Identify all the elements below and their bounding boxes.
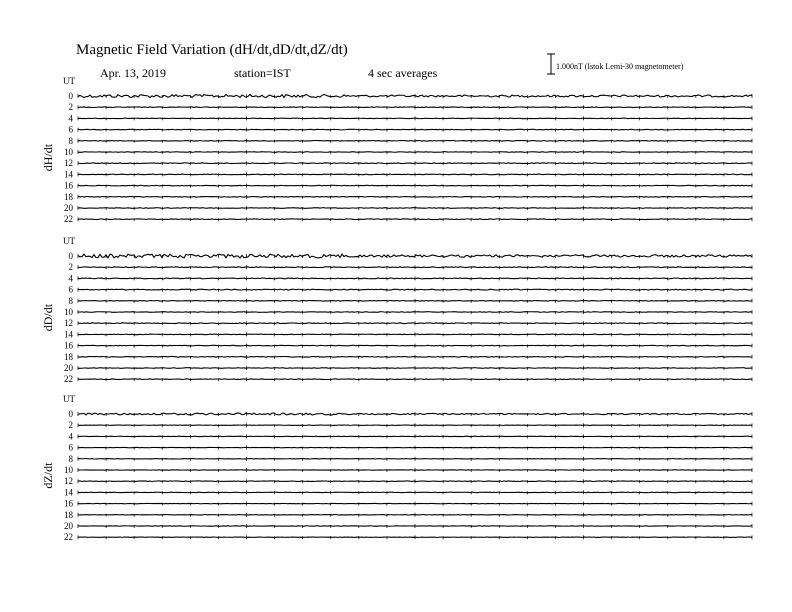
panel-dH-dt xyxy=(41,76,752,224)
panels-group xyxy=(41,76,752,542)
row-label: 0 xyxy=(68,251,73,261)
averaging-label: 4 sec averages xyxy=(368,66,438,80)
trace-line xyxy=(78,152,752,153)
panel-axis-label: dH/dt xyxy=(41,143,55,172)
trace-line xyxy=(78,334,752,335)
row-label: 18 xyxy=(64,351,73,362)
trace-line xyxy=(78,267,752,268)
row-label: 16 xyxy=(64,180,73,191)
ut-header: UT xyxy=(63,394,75,404)
panel-dD-dt xyxy=(41,236,752,384)
row-label: 12 xyxy=(64,318,73,329)
row-label: 8 xyxy=(68,453,73,464)
row-label: 14 xyxy=(64,487,73,498)
row-label: 0 xyxy=(68,91,73,101)
trace-line xyxy=(78,197,752,198)
trace-line xyxy=(78,163,752,164)
panel-axis-label: dZ/dt xyxy=(41,462,55,489)
row-label: 4 xyxy=(68,431,73,442)
trace-line xyxy=(78,278,752,279)
row-label: 18 xyxy=(64,509,73,520)
ut-header: UT xyxy=(63,76,75,86)
station-label: station=IST xyxy=(234,66,291,80)
row-label: 2 xyxy=(68,262,73,273)
trace-line xyxy=(78,492,752,493)
row-label: 22 xyxy=(64,214,73,225)
trace-line xyxy=(78,356,752,357)
chart-title: Magnetic Field Variation (dH/dt,dD/dt,dZ/dt) xyxy=(76,42,348,58)
trace-line xyxy=(78,185,752,186)
row-label: 12 xyxy=(64,158,73,169)
row-label: 4 xyxy=(68,113,73,124)
row-label: 6 xyxy=(68,284,73,295)
trace-line xyxy=(78,345,752,346)
trace-line xyxy=(78,481,752,482)
row-label: 22 xyxy=(64,532,73,543)
row-label: 2 xyxy=(68,420,73,431)
trace-line xyxy=(78,118,752,119)
panel-dZ-dt xyxy=(41,394,752,542)
row-label: 14 xyxy=(64,329,73,340)
row-label: 2 xyxy=(68,102,73,113)
trace-line xyxy=(78,312,752,313)
row-label: 16 xyxy=(64,340,73,351)
date-label: Apr. 13, 2019 xyxy=(100,66,166,80)
trace-line xyxy=(78,107,752,108)
row-label: 0 xyxy=(68,409,73,419)
trace-line xyxy=(78,289,752,290)
trace-line xyxy=(78,379,752,380)
row-label: 18 xyxy=(64,191,73,202)
row-label: 20 xyxy=(64,363,73,373)
row-label: 20 xyxy=(64,521,73,531)
trace-line xyxy=(78,219,752,220)
trace-line xyxy=(78,174,752,175)
row-label: 10 xyxy=(64,147,73,157)
trace-line xyxy=(78,368,752,369)
row-label: 16 xyxy=(64,498,73,509)
row-label: 4 xyxy=(68,273,73,284)
scale-label: 1.000nT (Istok Lemi-30 magnetometer) xyxy=(556,62,684,71)
trace-line xyxy=(78,301,752,302)
row-label: 8 xyxy=(68,135,73,146)
row-label: 20 xyxy=(64,203,73,213)
row-label: 10 xyxy=(64,307,73,317)
trace-line xyxy=(78,323,752,324)
panel-axis-label: dD/dt xyxy=(41,303,55,332)
row-label: 8 xyxy=(68,295,73,306)
row-label: 10 xyxy=(64,465,73,475)
row-label: 6 xyxy=(68,124,73,135)
row-label: 12 xyxy=(64,476,73,487)
row-label: 14 xyxy=(64,169,73,180)
ut-header: UT xyxy=(63,236,75,246)
row-label: 6 xyxy=(68,442,73,453)
scale-bar xyxy=(547,54,555,74)
trace-line xyxy=(78,129,752,130)
trace-line xyxy=(78,141,752,142)
row-label: 22 xyxy=(64,374,73,385)
